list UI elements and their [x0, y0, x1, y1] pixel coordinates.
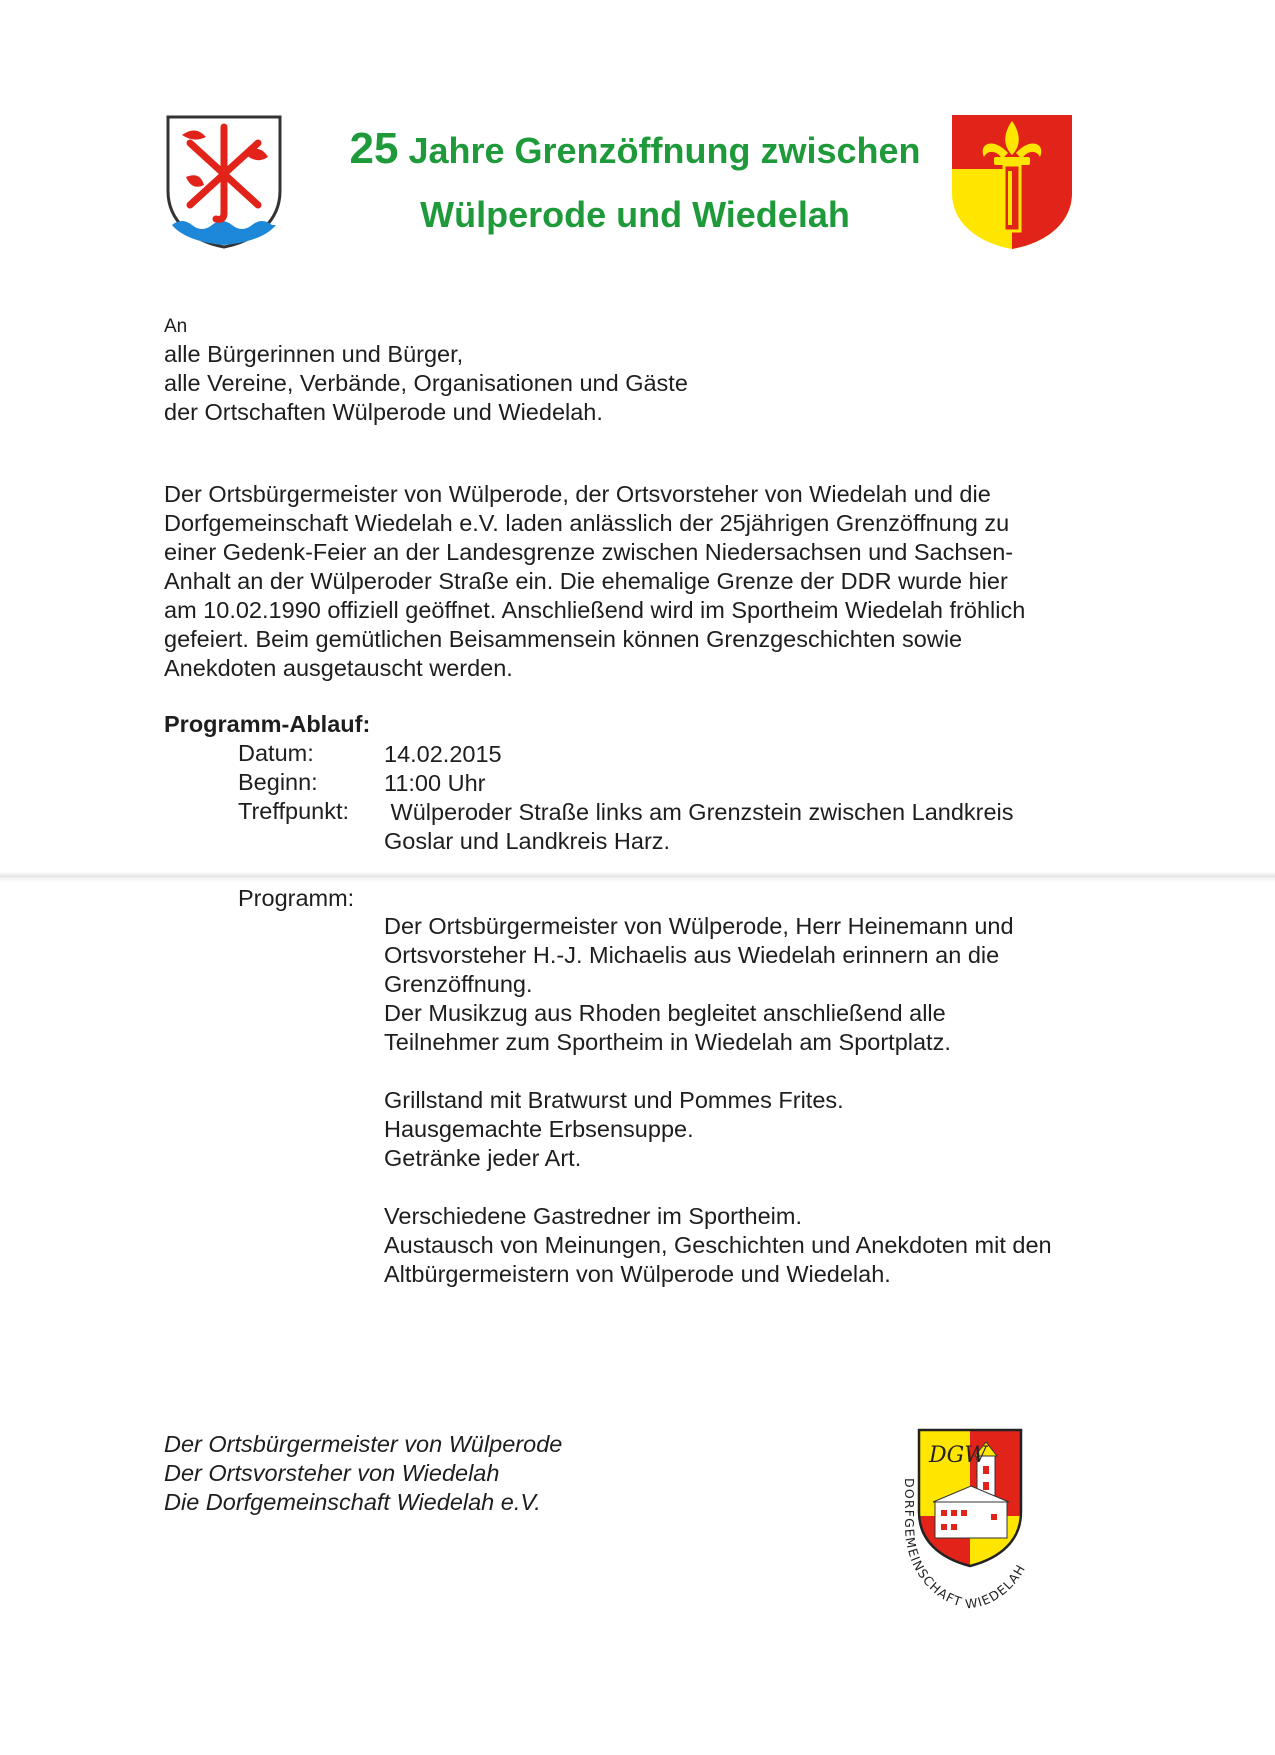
seal-ring-text-path: DORFGEMEINSCHAFT WIEDELAH — [901, 1478, 1029, 1612]
program-line: Der Ortsbürgermeister von Wülperode, Herr Heinemann und — [384, 913, 1014, 939]
meeting-point-line: Wülperoder Straße links am Grenzstein zwischen Landkreis — [384, 799, 1014, 825]
paragraph-line: am 10.02.1990 offiziell geöffnet. Anschließend wird im Sportheim Wiedelah fröhlich — [164, 597, 1026, 623]
signature-line: Der Ortsvorsteher von Wiedelah — [164, 1460, 500, 1486]
invitation-paragraph — [164, 480, 1025, 683]
program-line: Hausgemachte Erbsensuppe. — [384, 1116, 694, 1142]
signature-block — [164, 1430, 562, 1517]
page-title-line-2: Wülperode und Wiedelah — [420, 194, 850, 235]
salutation-line: alle Vereine, Verbände, Organisationen und Gäste — [164, 370, 688, 396]
paragraph-line: Anhalt an der Wülperoder Straße ein. Die ehemalige Grenze der DDR wurde hier — [164, 568, 1008, 594]
start-label: Beginn: — [238, 769, 318, 795]
paragraph-line: Dorfgemeinschaft Wiedelah e.V. laden anlässlich der 25jährigen Grenzöffnung zu — [164, 510, 1010, 536]
title-number: 25 — [349, 124, 399, 173]
program-line: Ortsvorsteher H.-J. Michaelis aus Wiedelah erinnern an die — [384, 942, 1000, 968]
program-line: Teilnehmer zum Sportheim in Wiedelah am Sportplatz. — [384, 1029, 951, 1055]
meeting-point-line: Goslar und Landkreis Harz. — [384, 828, 671, 854]
paragraph-line: einer Gedenk-Feier an der Landesgrenze zwischen Niedersachsen und Sachsen- — [164, 539, 1014, 565]
salutation — [164, 314, 688, 427]
meeting-point-value — [384, 798, 1014, 856]
paragraph-line: Anekdoten ausgetauscht werden. — [164, 655, 513, 681]
start-value: 11:00 Uhr — [384, 770, 486, 796]
program-line: Der Musikzug aus Rhoden begleitet anschließend alle — [384, 1000, 946, 1026]
title-text: Jahre Grenzöffnung zwischen — [408, 130, 921, 171]
program-label: Programm: — [238, 885, 355, 911]
program-line: Verschiedene Gastredner im Sportheim. — [384, 1203, 802, 1229]
page-title-line-1 — [250, 124, 1020, 174]
signature-line: Der Ortsbürgermeister von Wülperode — [164, 1431, 563, 1457]
program-line: Altbürgermeistern von Wülperode und Wiedelah. — [384, 1261, 891, 1287]
seal-monogram: DGW — [929, 1443, 987, 1468]
paragraph-line: gefeiert. Beim gemütlichen Beisammensein können Grenzgeschichten sowie — [164, 626, 963, 652]
program-heading: Programm-Ablauf: — [164, 711, 371, 737]
meeting-point-label: Treffpunkt: — [238, 798, 350, 824]
date-value: 14.02.2015 — [384, 741, 502, 767]
dorfgemeinschaft-seal — [885, 1426, 1055, 1616]
salutation-line: alle Bürgerinnen und Bürger, — [164, 341, 464, 367]
signature-line: Die Dorfgemeinschaft Wiedelah e.V. — [164, 1489, 541, 1515]
program-line: Grenzöffnung. — [384, 971, 533, 997]
program-line: Getränke jeder Art. — [384, 1145, 582, 1171]
date-label: Datum: — [238, 740, 314, 766]
salutation-an: An — [164, 316, 188, 337]
program-items — [384, 912, 1052, 1289]
program-line: Austausch von Meinungen, Geschichten und Anekdoten mit den — [384, 1232, 1052, 1258]
paragraph-line: Der Ortsbürgermeister von Wülperode, der Ortsvorsteher von Wiedelah und die — [164, 481, 991, 507]
paper-fold-line — [0, 872, 1275, 882]
program-line: Grillstand mit Bratwurst und Pommes Frites. — [384, 1087, 844, 1113]
salutation-line: der Ortschaften Wülperode und Wiedelah. — [164, 399, 603, 425]
